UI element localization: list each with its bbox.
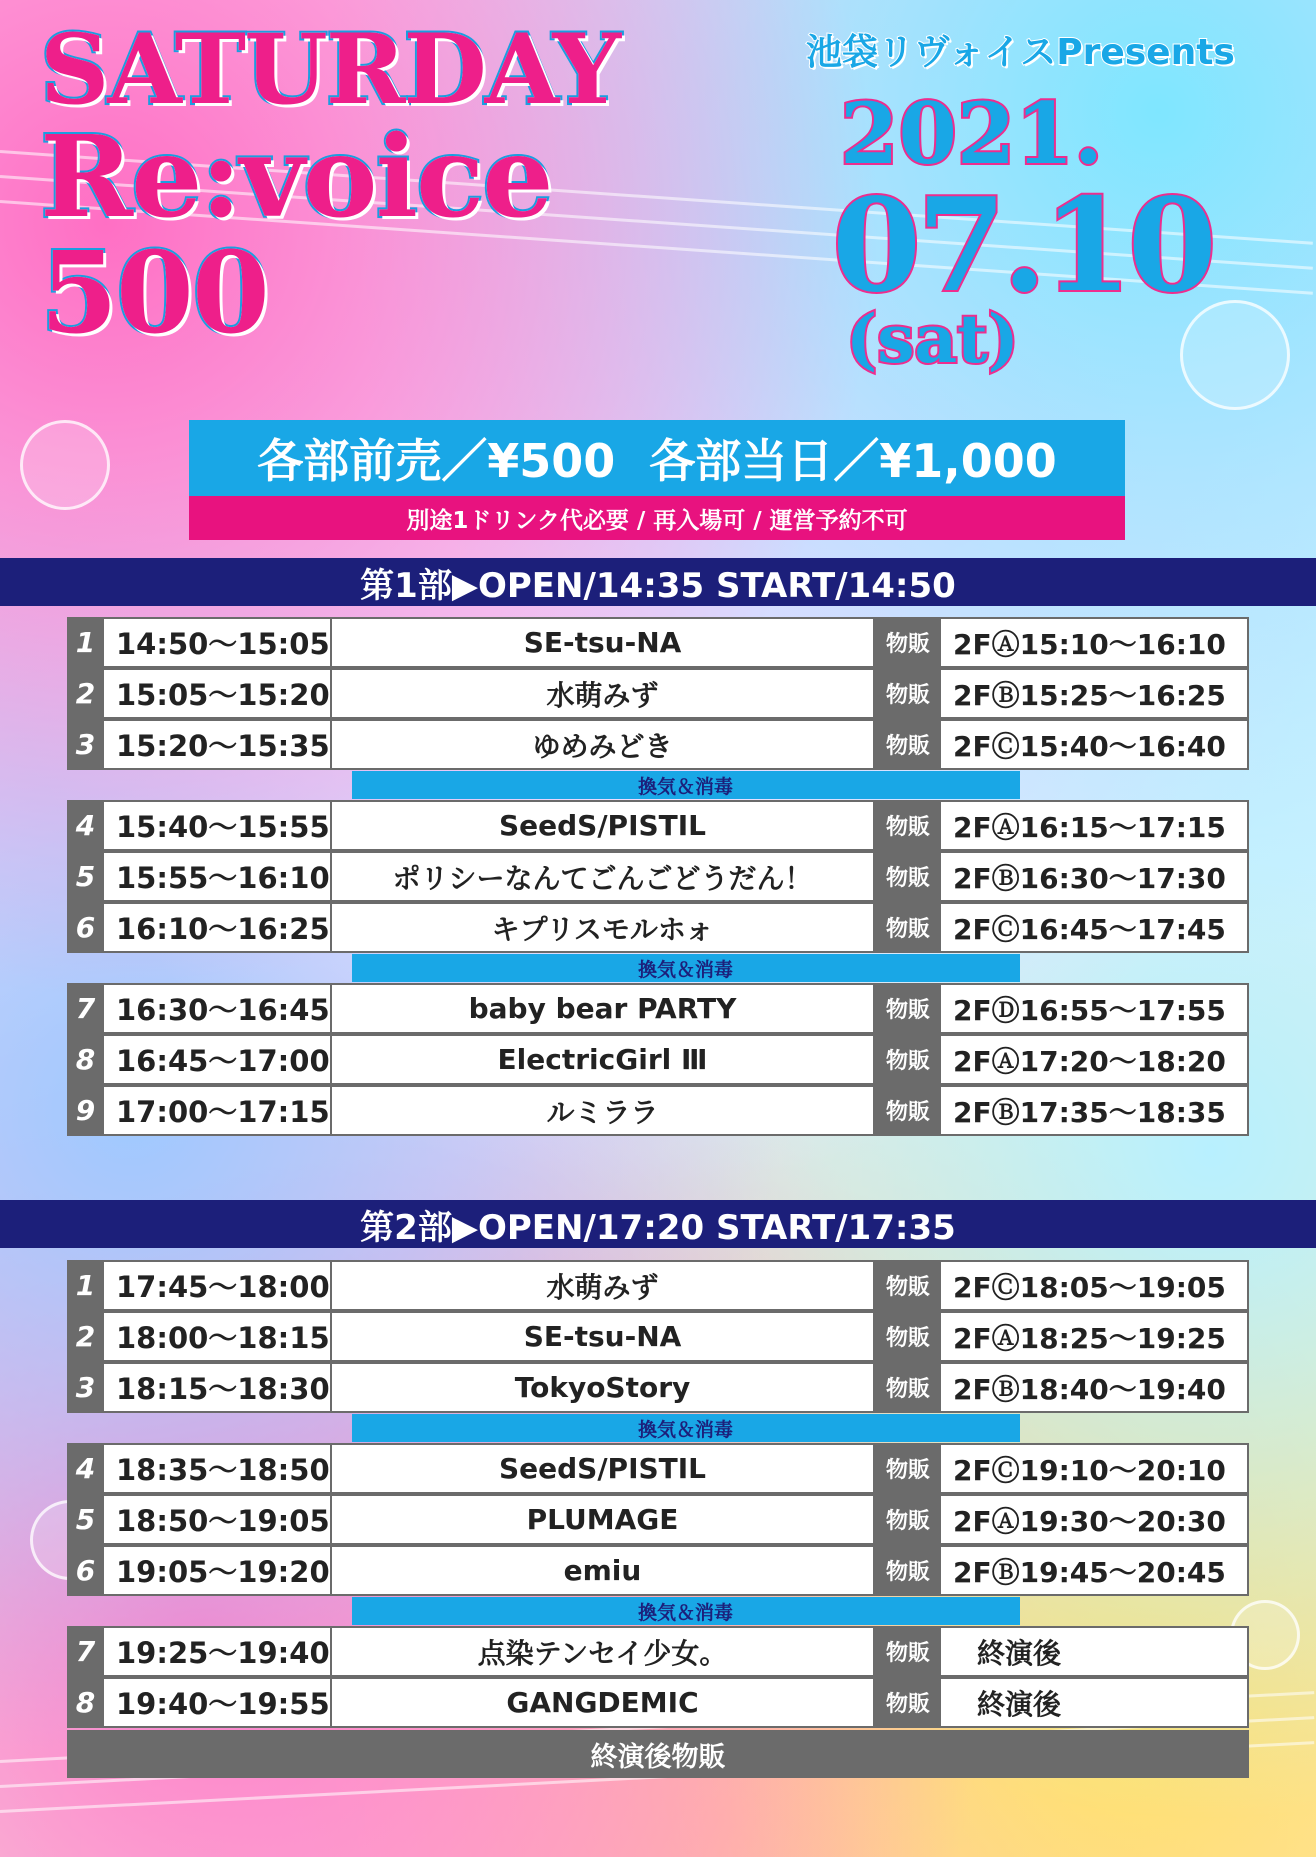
slot-time: 18:50〜19:05 [104,1494,332,1545]
part1-schedule [67,617,1249,1136]
artist-name: PLUMAGE [332,1494,875,1545]
artist-name: SeedS/PISTIL [332,1443,875,1494]
goods-label: 物販 [875,1494,941,1545]
goods-time: 2FⒸ16:45〜17:45 [941,902,1249,953]
goods-label: 物販 [875,617,941,668]
schedule-row [67,1260,1249,1311]
slot-number: 3 [67,719,104,770]
slot-number: 7 [67,983,104,1034]
artist-name: ゆめみどき [332,719,875,770]
goods-time: 2FⒸ18:05〜19:05 [941,1260,1249,1311]
goods-label: 物販 [875,902,941,953]
artist-name: TokyoStory [332,1362,875,1413]
slot-time: 19:25〜19:40 [104,1626,332,1677]
slot-number: 1 [67,617,104,668]
part2-schedule [67,1260,1249,1778]
slot-number: 1 [67,1260,104,1311]
goods-time: 2FⒶ19:30〜20:30 [941,1494,1249,1545]
slot-time: 19:05〜19:20 [104,1545,332,1596]
artist-name: emiu [332,1545,875,1596]
slot-number: 4 [67,1443,104,1494]
slot-time: 15:40〜15:55 [104,800,332,851]
slot-time: 15:05〜15:20 [104,668,332,719]
goods-label: 物販 [875,1311,941,1362]
slot-number: 5 [67,1494,104,1545]
schedule-row [67,1311,1249,1362]
artist-name: baby bear PARTY [332,983,875,1034]
slot-number: 4 [67,800,104,851]
goods-time: 2FⒶ16:15〜17:15 [941,800,1249,851]
goods-label: 物販 [875,1362,941,1413]
ventilation-break [67,771,1249,799]
slot-time: 17:00〜17:15 [104,1085,332,1136]
title-line-3: 500 [40,228,268,359]
goods-time: 2FⒷ18:40〜19:40 [941,1362,1249,1413]
goods-time: 2FⒸ19:10〜20:10 [941,1443,1249,1494]
artist-name: SE-tsu-NA [332,617,875,668]
break-label: 換気＆消毒 [352,1414,1020,1442]
schedule-row [67,983,1249,1034]
part2-header: 第2部▶OPEN/17:20 START/17:35 [0,1200,1316,1248]
goods-time: 終演後 [941,1626,1249,1677]
artist-name: 水萌みず [332,1260,875,1311]
goods-label: 物販 [875,1085,941,1136]
slot-time: 16:10〜16:25 [104,902,332,953]
goods-time: 2FⒷ17:35〜18:35 [941,1085,1249,1136]
price-note: 別途1ドリンク代必要 / 再入場可 / 運営予約不可 [189,496,1125,540]
slot-number: 2 [67,668,104,719]
ventilation-break [67,1597,1249,1625]
slot-time: 17:45〜18:00 [104,1260,332,1311]
slot-number: 7 [67,1626,104,1677]
slot-time: 18:35〜18:50 [104,1443,332,1494]
slot-time: 15:55〜16:10 [104,851,332,902]
slot-time: 19:40〜19:55 [104,1677,332,1728]
title-line-1: SATURDAY [40,13,619,126]
artist-name: 点染テンセイ少女。 [332,1626,875,1677]
artist-name: SeedS/PISTIL [332,800,875,851]
slot-time: 14:50〜15:05 [104,617,332,668]
advance-price: 各部前売／¥500 [257,434,616,488]
schedule-row [67,1677,1249,1728]
goods-label: 物販 [875,719,941,770]
goods-time: 終演後 [941,1677,1249,1728]
schedule-row [67,800,1249,851]
artist-name: ポリシーなんてごんごどうだん！ [332,851,875,902]
slot-number: 6 [67,902,104,953]
goods-label: 物販 [875,668,941,719]
slot-number: 3 [67,1362,104,1413]
break-label: 換気＆消毒 [352,954,1020,982]
artist-name: ElectricGirl Ⅲ [332,1034,875,1085]
artist-name: キプリスモルホォ [332,902,875,953]
schedule-row [67,1494,1249,1545]
slot-time: 18:00〜18:15 [104,1311,332,1362]
goods-label: 物販 [875,1626,941,1677]
schedule-row [67,617,1249,668]
artist-name: ルミララ [332,1085,875,1136]
ventilation-break [67,1414,1249,1442]
slot-number: 5 [67,851,104,902]
date-weekday: (sat) [846,300,1019,378]
price-box [189,420,1125,496]
schedule-row [67,719,1249,770]
goods-time: 2FⒹ16:55〜17:55 [941,983,1249,1034]
goods-label: 物販 [875,1034,941,1085]
schedule-row [67,1626,1249,1677]
goods-time: 2FⒷ16:30〜17:30 [941,851,1249,902]
schedule-row [67,668,1249,719]
part1-header: 第1部▶OPEN/14:35 START/14:50 [0,558,1316,606]
slot-number: 9 [67,1085,104,1136]
slot-time: 15:20〜15:35 [104,719,332,770]
goods-time: 2FⒶ18:25〜19:25 [941,1311,1249,1362]
slot-number: 6 [67,1545,104,1596]
post-show-goods-bar: 終演後物販 [67,1730,1249,1778]
schedule-row [67,1443,1249,1494]
goods-label: 物販 [875,1443,941,1494]
goods-label: 物販 [875,800,941,851]
schedule-row [67,1362,1249,1413]
goods-time: 2FⒷ19:45〜20:45 [941,1545,1249,1596]
date-month-day: 07.10 [832,171,1213,321]
goods-label: 物販 [875,1260,941,1311]
goods-label: 物販 [875,851,941,902]
ventilation-break [67,954,1249,982]
schedule-row [67,902,1249,953]
slot-number: 8 [67,1677,104,1728]
title-line-2: Re:voice [40,112,552,243]
schedule-row [67,1085,1249,1136]
artist-name: SE-tsu-NA [332,1311,875,1362]
goods-time: 2FⒶ17:20〜18:20 [941,1034,1249,1085]
schedule-row [67,1034,1249,1085]
schedule-row [67,1545,1249,1596]
schedule-row [67,851,1249,902]
slot-time: 16:45〜17:00 [104,1034,332,1085]
door-price: 各部当日／¥1,000 [649,434,1057,488]
bubble-decoration [20,420,110,510]
date-year: 2021. [840,84,1104,183]
goods-label: 物販 [875,1677,941,1728]
artist-name: 水萌みず [332,668,875,719]
event-title [40,13,619,359]
goods-time: 2FⒶ15:10〜16:10 [941,617,1249,668]
artist-name: GANGDEMIC [332,1677,875,1728]
event-date [832,84,1260,378]
slot-time: 18:15〜18:30 [104,1362,332,1413]
slot-number: 2 [67,1311,104,1362]
break-label: 換気＆消毒 [352,1597,1020,1625]
goods-time: 2FⒷ15:25〜16:25 [941,668,1249,719]
slot-time: 16:30〜16:45 [104,983,332,1034]
presenter-label: 池袋リヴォイスPresents [806,32,1235,73]
goods-label: 物販 [875,1545,941,1596]
break-label: 換気＆消毒 [352,771,1020,799]
goods-time: 2FⒸ15:40〜16:40 [941,719,1249,770]
goods-label: 物販 [875,983,941,1034]
slot-number: 8 [67,1034,104,1085]
